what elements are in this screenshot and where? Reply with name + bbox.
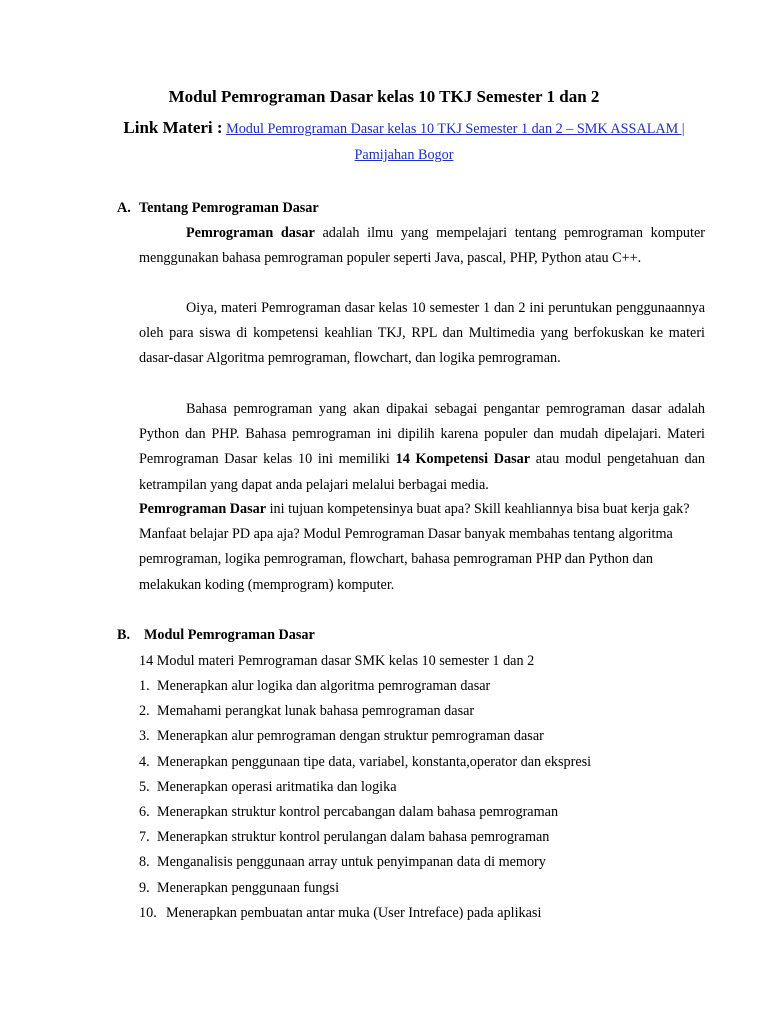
list-item-number: 3. [139, 728, 150, 745]
list-item-text: Menerapkan penggunaan tipe data, variabel, konstanta,operator dan ekspresi [157, 753, 592, 770]
list-item-text: Menerapkan struktur kontrol percabangan dalam bahasa pemrograman [157, 803, 559, 820]
list-item [139, 751, 591, 776]
paragraph-3-after: atau modul pengetahuan dan ketrampilan yang dapat anda pelajari melalui berbagai media. [139, 451, 705, 493]
list-item-number: 9. [139, 879, 150, 896]
list-item-text: Menerapkan operasi aritmatika dan logika [157, 778, 397, 795]
list-item-number: 7. [139, 829, 150, 846]
list-item-number: 1. [139, 678, 150, 694]
materi-link[interactable]: Modul Pemrograman Dasar kelas 10 TKJ Semester 1 dan 2 – SMK ASSALAM | Pamijahan Bogor [226, 121, 685, 163]
section-a-letter: A. [117, 200, 131, 216]
list-intro: 14 Modul materi Pemrograman dasar SMK kelas 10 semester 1 dan 2 [139, 653, 535, 669]
paragraph-3-bold: 14 Kompetensi Dasar [395, 451, 531, 468]
section-b-heading [117, 624, 315, 646]
paragraph-3-before: Bahasa pemrograman yang akan dipakai sebagai pengantar pemrograman dasar adalah Python dan PHP. Bahasa pemrograman ini dipilih karena populer dan mudah dipelajari. Materi Pemrograman Dasar kelas 10 ini memiliki [139, 401, 705, 468]
list-item-number: 10. [139, 904, 157, 921]
list-item [139, 902, 591, 927]
list-item-text: Menerapkan penggunaan fungsi [157, 879, 340, 896]
list-item-text: Menerapkan alur pemrograman dengan struktur pemrograman dasar [157, 728, 544, 745]
list-item-text: Menganalisis penggunaan array untuk penyimpanan data di memory [157, 854, 546, 871]
list-item-number: 4. [139, 753, 150, 770]
document-title: Modul Pemrograman Dasar kelas 10 TKJ Semester 1 dan 2 [168, 87, 600, 106]
paragraph-4-text: ini tujuan kompetensinya buat apa? Skill keahliannya bisa buat kerja gak? Manfaat belajar PD apa aja? Modul Pemrograman Dasar banyak membahas tentang algoritma pemrograman, logika pemrograman, flowchart, bahasa pemrograman PHP dan Python dan melakukan koding (memprogram) komputer. [139, 501, 690, 593]
link-label: Link Materi : [123, 118, 223, 137]
paragraph-4 [139, 497, 705, 598]
list-item-text: Menerapkan struktur kontrol perulangan dalam bahasa pemrograman [157, 829, 550, 846]
list-item [139, 851, 591, 876]
list-item [139, 675, 591, 700]
link-materi-line [96, 115, 712, 168]
list-item-text: Menerapkan alur logika dan algoritma pemrograman dasar [157, 678, 491, 694]
paragraph-1-text: adalah ilmu yang mempelajari tentang pemrograman komputer menggunakan bahasa pemrograman populer seperti Java, pascal, PHP, Python atau C++. [139, 225, 705, 267]
list-item [139, 826, 591, 851]
list-item [139, 877, 591, 902]
paragraph-1 [139, 221, 705, 271]
section-b-letter: B. [117, 627, 131, 643]
list-item-number: 8. [139, 854, 150, 871]
list-item-number: 6. [139, 803, 150, 820]
section-a-title: Tentang Pemrograman Dasar [139, 200, 319, 216]
section-b-title: Modul Pemrograman Dasar [144, 627, 315, 643]
list-item [139, 725, 591, 750]
paragraph-4-bold: Pemrograman Dasar [139, 501, 267, 517]
list-item-text: Memahami perangkat lunak bahasa pemrograman dasar [157, 703, 475, 720]
section-a-heading [117, 197, 319, 219]
list-item-number: 2. [139, 703, 150, 720]
paragraph-3 [139, 397, 705, 498]
list-item [139, 776, 591, 801]
kompetensi-list [139, 675, 591, 927]
paragraph-2: Oiya, materi Pemrograman dasar kelas 10 semester 1 dan 2 ini peruntukan penggunaannya oleh para siswa di kompetensi keahlian TKJ, RPL dan Multimedia yang berfokuskan ke materi dasar-dasar Algoritma pemrograman, flowchart, dan logika pemrograman. [139, 300, 705, 367]
list-item [139, 700, 591, 725]
list-item-number: 5. [139, 778, 150, 795]
paragraph-1-bold: Pemrograman dasar [186, 225, 315, 241]
list-item [139, 801, 591, 826]
list-item-text: Menerapkan pembuatan antar muka (User Intreface) pada aplikasi [166, 904, 542, 921]
